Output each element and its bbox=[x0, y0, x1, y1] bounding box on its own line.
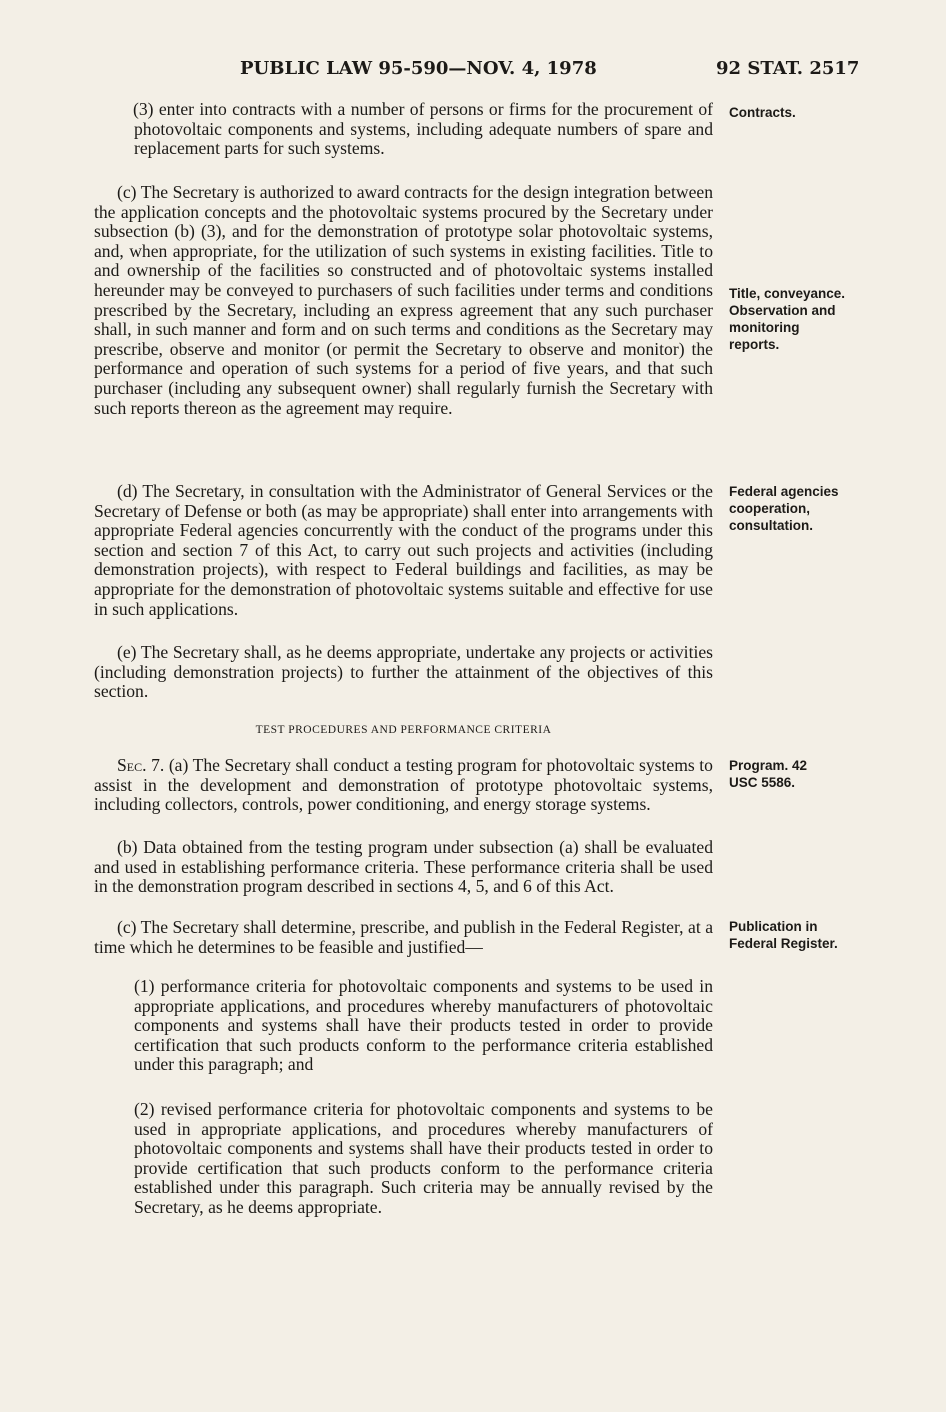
section-7-a-text: (a) The Secretary shall conduct a testing program for photovoltaic systems to assist in the development and demonstration of prototype photovoltaic systems, including collectors, controls, power conditioning, and energy storage systems. bbox=[94, 755, 713, 815]
page-header-law: PUBLIC LAW 95-590—NOV. 4, 1978 bbox=[240, 58, 597, 79]
section-7-paragraph-c: (c) The Secretary shall determine, prescribe, and publish in the Federal Register, at a time which he determines to be feasible and justified— bbox=[94, 917, 713, 957]
page-header-stat: 92 STAT. 2517 bbox=[716, 58, 860, 79]
paragraph-b3: (3) enter into contracts with a number of persons or firms for the procurement of photovoltaic components and systems, including adequate numbers of spare and replacement parts for such systems. bbox=[133, 99, 713, 159]
margin-note-federal-agencies: Federal agencies cooperation, consultation. bbox=[729, 484, 839, 533]
section-label: Sec. 7. bbox=[117, 755, 165, 775]
section-7-c-item-2: (2) revised performance criteria for photovoltaic components and systems to be used in appropriate applications, and procedures whereby manufacturers of photovoltaic components and systems shall have their products tested in order to provide certification that such products conform to the performance criteria established under this paragraph. Such criteria may be annually revised by the Secretary, as he deems appropriate. bbox=[134, 1099, 713, 1217]
paragraph-d: (d) The Secretary, in consultation with the Administrator of General Services or the Secretary of Defense or both (as may be appropriate) shall enter into arrangements with appropriate Federal agencies concurrently with the conduct of the programs under this section and section 7 of this Act, to carry out such projects and activities (including demonstration projects), with respect to Federal buildings and facilities, as may be appropriate for the demonstration of photovoltaic systems suitable and effective for use in such applications. bbox=[94, 481, 713, 619]
margin-note-contracts: Contracts. bbox=[729, 105, 796, 120]
paragraph-c: (c) The Secretary is authorized to award contracts for the design integration between the application concepts and the photovoltaic systems procured by the Secretary under subsection (b) (3), and for the demonstration of prototype solar photovoltaic systems, and, when appropriate, for the utilization of such systems in existing facilities. Title to and ownership of the facilities so constructed and of photovoltaic systems installed hereunder may be conveyed to purchasers of such facilities under terms and conditions prescribed by the Secretary, including an express agreement that any such purchaser shall, in such manner and form and on such terms and conditions as the Secretary may prescribe, observe and monitor (or permit the Secretary to observe and monitor) the performance and operation of such systems for a period of five years, and that such purchaser (including any subsequent owner) shall regularly furnish the Secretary with such reports thereon as the agreement may require. bbox=[94, 182, 713, 418]
section-7-paragraph-a bbox=[94, 756, 713, 815]
section-heading: TEST PROCEDURES AND PERFORMANCE CRITERIA bbox=[255, 724, 552, 736]
section-7-paragraph-b: (b) Data obtained from the testing program under subsection (a) shall be evaluated and used in establishing performance criteria. These performance criteria shall be used in the demonstration program described in sections 4, 5, and 6 of this Act. bbox=[94, 837, 713, 897]
margin-note-program: Program. 42 USC 5586. bbox=[729, 758, 808, 790]
paragraph-e: (e) The Secretary shall, as he deems appropriate, undertake any projects or activities (including demonstration projects) to further the attainment of the objectives of this section. bbox=[94, 642, 713, 702]
margin-note-publication: Publication in Federal Register. bbox=[729, 919, 838, 951]
margin-note-title-conveyance: Title, conveyance. Observation and monitoring reports. bbox=[729, 286, 846, 352]
section-7-c-item-1: (1) performance criteria for photovoltaic components and systems to be used in appropriate applications, and procedures whereby manufacturers of photovoltaic components and systems shall have their products tested in order to provide certification that such products conform to the performance criteria established under this paragraph; and bbox=[134, 976, 713, 1075]
